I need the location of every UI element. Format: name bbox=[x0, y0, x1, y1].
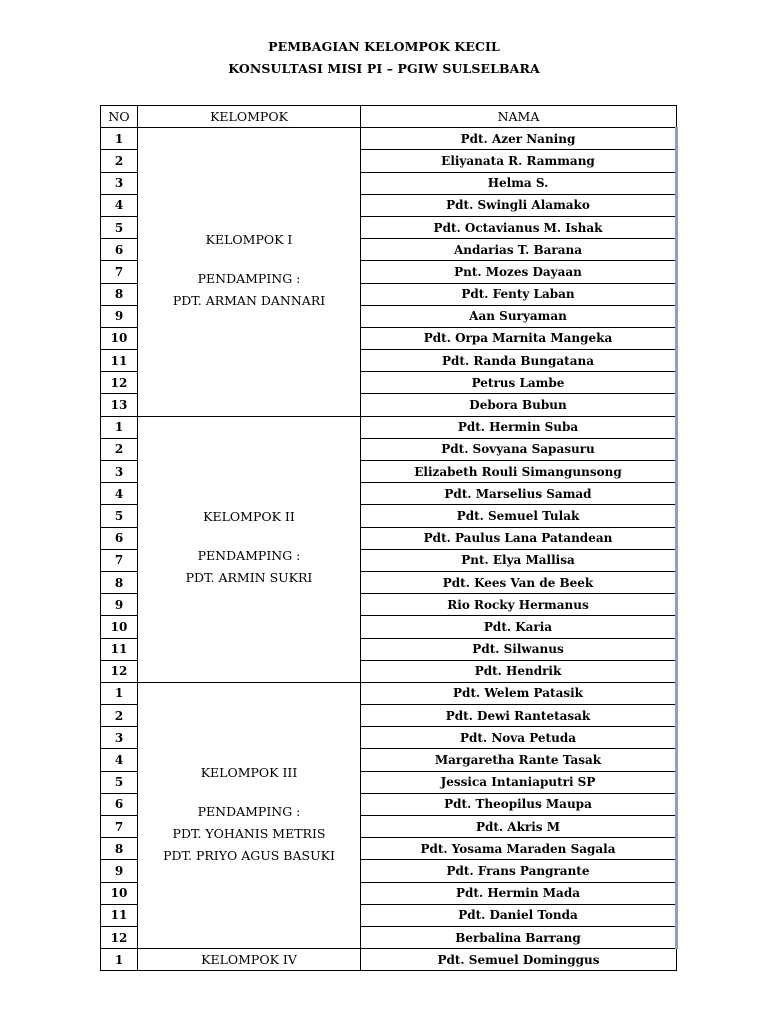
row-number: 5 bbox=[101, 505, 138, 527]
pendamping-name: PDT. PRIYO AGUS BASUKI bbox=[163, 847, 335, 863]
member-name: Pdt. Dewi Rantetasak bbox=[361, 705, 677, 727]
header-no: NO bbox=[101, 106, 138, 128]
row-number: 12 bbox=[101, 660, 138, 682]
row-number: 1 bbox=[101, 128, 138, 150]
pendamping-label: PENDAMPING : bbox=[197, 270, 301, 286]
group-cell bbox=[138, 128, 361, 416]
member-name: Pnt. Elya Mallisa bbox=[361, 549, 677, 571]
table-row bbox=[101, 128, 677, 150]
table-body bbox=[101, 128, 677, 971]
row-number: 10 bbox=[101, 327, 138, 349]
group-table bbox=[100, 105, 678, 971]
member-name: Pdt. Hermin Suba bbox=[361, 416, 677, 438]
member-name: Pdt. Kees Van de Beek bbox=[361, 571, 677, 593]
member-name: Helma S. bbox=[361, 172, 677, 194]
group-name: KELOMPOK I bbox=[205, 231, 293, 247]
member-name: Pdt. Hendrik bbox=[361, 660, 677, 682]
member-name: Pdt. Orpa Marnita Mangeka bbox=[361, 327, 677, 349]
row-number: 4 bbox=[101, 194, 138, 216]
row-number: 6 bbox=[101, 527, 138, 549]
row-number: 3 bbox=[101, 172, 138, 194]
row-number: 3 bbox=[101, 461, 138, 483]
member-name: Pdt. Fenty Laban bbox=[361, 283, 677, 305]
row-number: 9 bbox=[101, 860, 138, 882]
member-name: Pdt. Daniel Tonda bbox=[361, 904, 677, 926]
member-name: Aan Suryaman bbox=[361, 305, 677, 327]
member-name: Pdt. Paulus Lana Patandean bbox=[361, 527, 677, 549]
pendamping-name: PDT. YOHANIS METRIS bbox=[172, 825, 326, 841]
row-number: 2 bbox=[101, 150, 138, 172]
member-name: Elizabeth Rouli Simangunsong bbox=[361, 461, 677, 483]
member-name: Pdt. Hermin Mada bbox=[361, 882, 677, 904]
row-number: 1 bbox=[101, 949, 138, 971]
header-kelompok: KELOMPOK bbox=[138, 106, 361, 128]
member-name: Jessica Intaniaputri SP bbox=[361, 771, 677, 793]
row-number: 3 bbox=[101, 727, 138, 749]
group-spacer bbox=[138, 247, 360, 268]
member-name: Pnt. Mozes Dayaan bbox=[361, 261, 677, 283]
table-header-row bbox=[101, 106, 677, 128]
row-number: 4 bbox=[101, 483, 138, 505]
member-name: Pdt. Azer Naning bbox=[361, 128, 677, 150]
row-number: 2 bbox=[101, 438, 138, 460]
table-row bbox=[101, 949, 677, 971]
member-name: Pdt. Swingli Alamako bbox=[361, 194, 677, 216]
row-number: 7 bbox=[101, 816, 138, 838]
row-number: 10 bbox=[101, 616, 138, 638]
member-name: Petrus Lambe bbox=[361, 372, 677, 394]
member-name: Pdt. Octavianus M. Ishak bbox=[361, 216, 677, 238]
row-number: 5 bbox=[101, 216, 138, 238]
member-name: Margaretha Rante Tasak bbox=[361, 749, 677, 771]
row-number: 5 bbox=[101, 771, 138, 793]
member-name: Rio Rocky Hermanus bbox=[361, 594, 677, 616]
row-number: 6 bbox=[101, 793, 138, 815]
row-number: 11 bbox=[101, 904, 138, 926]
pendamping-name: PDT. ARMIN SUKRI bbox=[185, 570, 313, 586]
pendamping-label: PENDAMPING : bbox=[197, 803, 301, 819]
member-name: Pdt. Welem Patasik bbox=[361, 682, 677, 704]
group-name: KELOMPOK III bbox=[200, 764, 298, 780]
group-name: KELOMPOK II bbox=[203, 509, 295, 525]
row-number: 8 bbox=[101, 571, 138, 593]
member-name: Pdt. Randa Bungatana bbox=[361, 350, 677, 372]
row-number: 8 bbox=[101, 283, 138, 305]
row-number: 7 bbox=[101, 549, 138, 571]
member-name: Pdt. Yosama Maraden Sagala bbox=[361, 838, 677, 860]
header-nama: NAMA bbox=[361, 106, 677, 128]
row-number: 4 bbox=[101, 749, 138, 771]
member-name: Pdt. Semuel Dominggus bbox=[361, 949, 677, 971]
row-number: 9 bbox=[101, 305, 138, 327]
member-name: Pdt. Marselius Samad bbox=[361, 483, 677, 505]
group-cell bbox=[138, 682, 361, 948]
document-title: PEMBAGIAN KELOMPOK KECIL bbox=[268, 39, 500, 54]
table-row bbox=[101, 682, 677, 704]
group-spacer bbox=[138, 524, 360, 545]
member-name: Pdt. Karia bbox=[361, 616, 677, 638]
member-name: Pdt. Theopilus Maupa bbox=[361, 793, 677, 815]
member-name: Pdt. Frans Pangrante bbox=[361, 860, 677, 882]
row-number: 1 bbox=[101, 682, 138, 704]
member-name: Pdt. Akris M bbox=[361, 816, 677, 838]
member-name: Pdt. Sovyana Sapasuru bbox=[361, 438, 677, 460]
row-number: 11 bbox=[101, 638, 138, 660]
member-name: Eliyanata R. Rammang bbox=[361, 150, 677, 172]
group-name: KELOMPOK IV bbox=[201, 952, 297, 968]
row-number: 2 bbox=[101, 705, 138, 727]
row-number: 7 bbox=[101, 261, 138, 283]
document-subtitle: KONSULTASI MISI PI – PGIW SULSELBARA bbox=[228, 61, 540, 76]
pendamping-label: PENDAMPING : bbox=[197, 548, 301, 564]
row-number: 11 bbox=[101, 350, 138, 372]
row-number: 12 bbox=[101, 926, 138, 948]
row-number: 6 bbox=[101, 239, 138, 261]
group-cell bbox=[138, 416, 361, 682]
row-number: 8 bbox=[101, 838, 138, 860]
row-number: 10 bbox=[101, 882, 138, 904]
pendamping-name: PDT. ARMAN DANNARI bbox=[172, 292, 326, 308]
member-name: Berbalina Barrang bbox=[361, 926, 677, 948]
row-number: 13 bbox=[101, 394, 138, 416]
member-name: Pdt. Semuel Tulak bbox=[361, 505, 677, 527]
row-number: 1 bbox=[101, 416, 138, 438]
member-name: Debora Bubun bbox=[361, 394, 677, 416]
member-name: Pdt. Nova Petuda bbox=[361, 727, 677, 749]
member-name: Andarias T. Barana bbox=[361, 239, 677, 261]
table-row bbox=[101, 416, 677, 438]
row-number: 12 bbox=[101, 372, 138, 394]
group-spacer bbox=[138, 780, 360, 801]
row-number: 9 bbox=[101, 594, 138, 616]
member-name: Pdt. Silwanus bbox=[361, 638, 677, 660]
group-cell bbox=[138, 949, 361, 971]
